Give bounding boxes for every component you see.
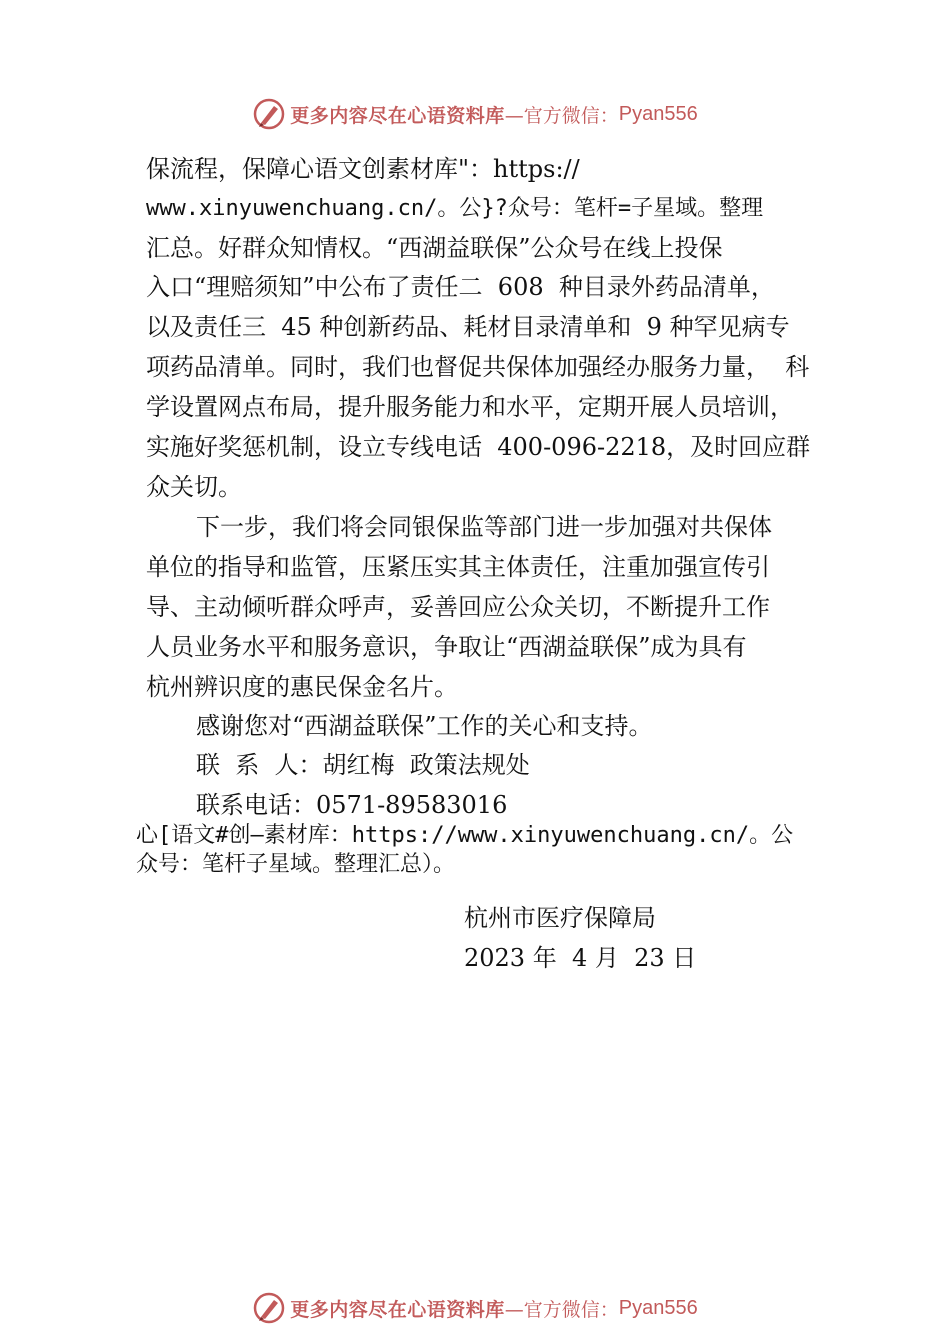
text-line: 人员业务水平和服务意识，争取让“西湖益联保”成为具有 <box>146 633 747 661</box>
text-line: 心[语文#创—素材库：https://www.xinyuwenchuang.cn/。公 <box>136 823 794 848</box>
header-banner <box>0 94 950 134</box>
text-line: 保流程，保障心语文创素材库"：https:// <box>146 155 580 183</box>
text-line: 杭州辨识度的惠民保金名片。 <box>146 673 458 701</box>
text-line: 下一步，我们将会同银保监等部门进一步加强对共保体 <box>196 513 772 541</box>
banner-wechat-id: Pyan556 <box>618 1296 698 1319</box>
banner-separator: —官方微信： <box>504 1298 619 1321</box>
text-line: 学设置网点布局，提升服务能力和水平，定期开展人员培训， <box>146 393 794 421</box>
banner-title: 更多内容尽在心语资料库 <box>290 1298 505 1321</box>
banner-title: 更多内容尽在心语资料库 <box>290 104 505 127</box>
banner-wechat-id: Pyan556 <box>618 102 698 125</box>
banner-separator: —官方微信： <box>504 104 619 127</box>
issuer-name: 杭州市医疗保障局 <box>464 904 656 932</box>
text-line: 单位的指导和监管，压紧压实其主体责任，注重加强宣传引 <box>146 553 770 581</box>
pen-logo-icon <box>252 97 286 131</box>
text-line: 项药品清单。同时，我们也督促共保体加强经办服务力量， 科 <box>146 353 810 381</box>
contact-phone: 联系电话：0571-89583016 <box>196 791 508 819</box>
text-line: 汇总。好群众知情权。“西湖益联保”公众号在线上投保 <box>146 234 723 262</box>
footer-banner <box>0 1288 950 1328</box>
contact-person: 联 系 人：胡红梅 政策法规处 <box>196 751 530 779</box>
text-line: 众关切。 <box>146 473 242 501</box>
text-line: 入口“理赔须知”中公布了责任二 608 种目录外药品清单， <box>146 273 775 301</box>
text-line: 以及责任三 45 种创新药品、耗材目录清单和 9 种罕见病专 <box>146 313 790 341</box>
text-line: 实施好奖惩机制，设立专线电话 400-096-2218，及时回应群 <box>146 433 811 461</box>
pen-logo-icon <box>252 1291 286 1325</box>
text-line: 导、主动倾听群众呼声，妥善回应公众关切，不断提升工作 <box>146 593 770 621</box>
text-line: 感谢您对“西湖益联保”工作的关心和支持。 <box>196 712 653 740</box>
issue-date: 2023 年 4 月 23 日 <box>464 944 697 972</box>
text-line: www.xinyuwenchuang.cn/。公}?众号：笔杆=子星域。整理 <box>146 196 764 221</box>
text-line: 众号：笔杆子星域。整理汇总）。 <box>136 852 456 877</box>
